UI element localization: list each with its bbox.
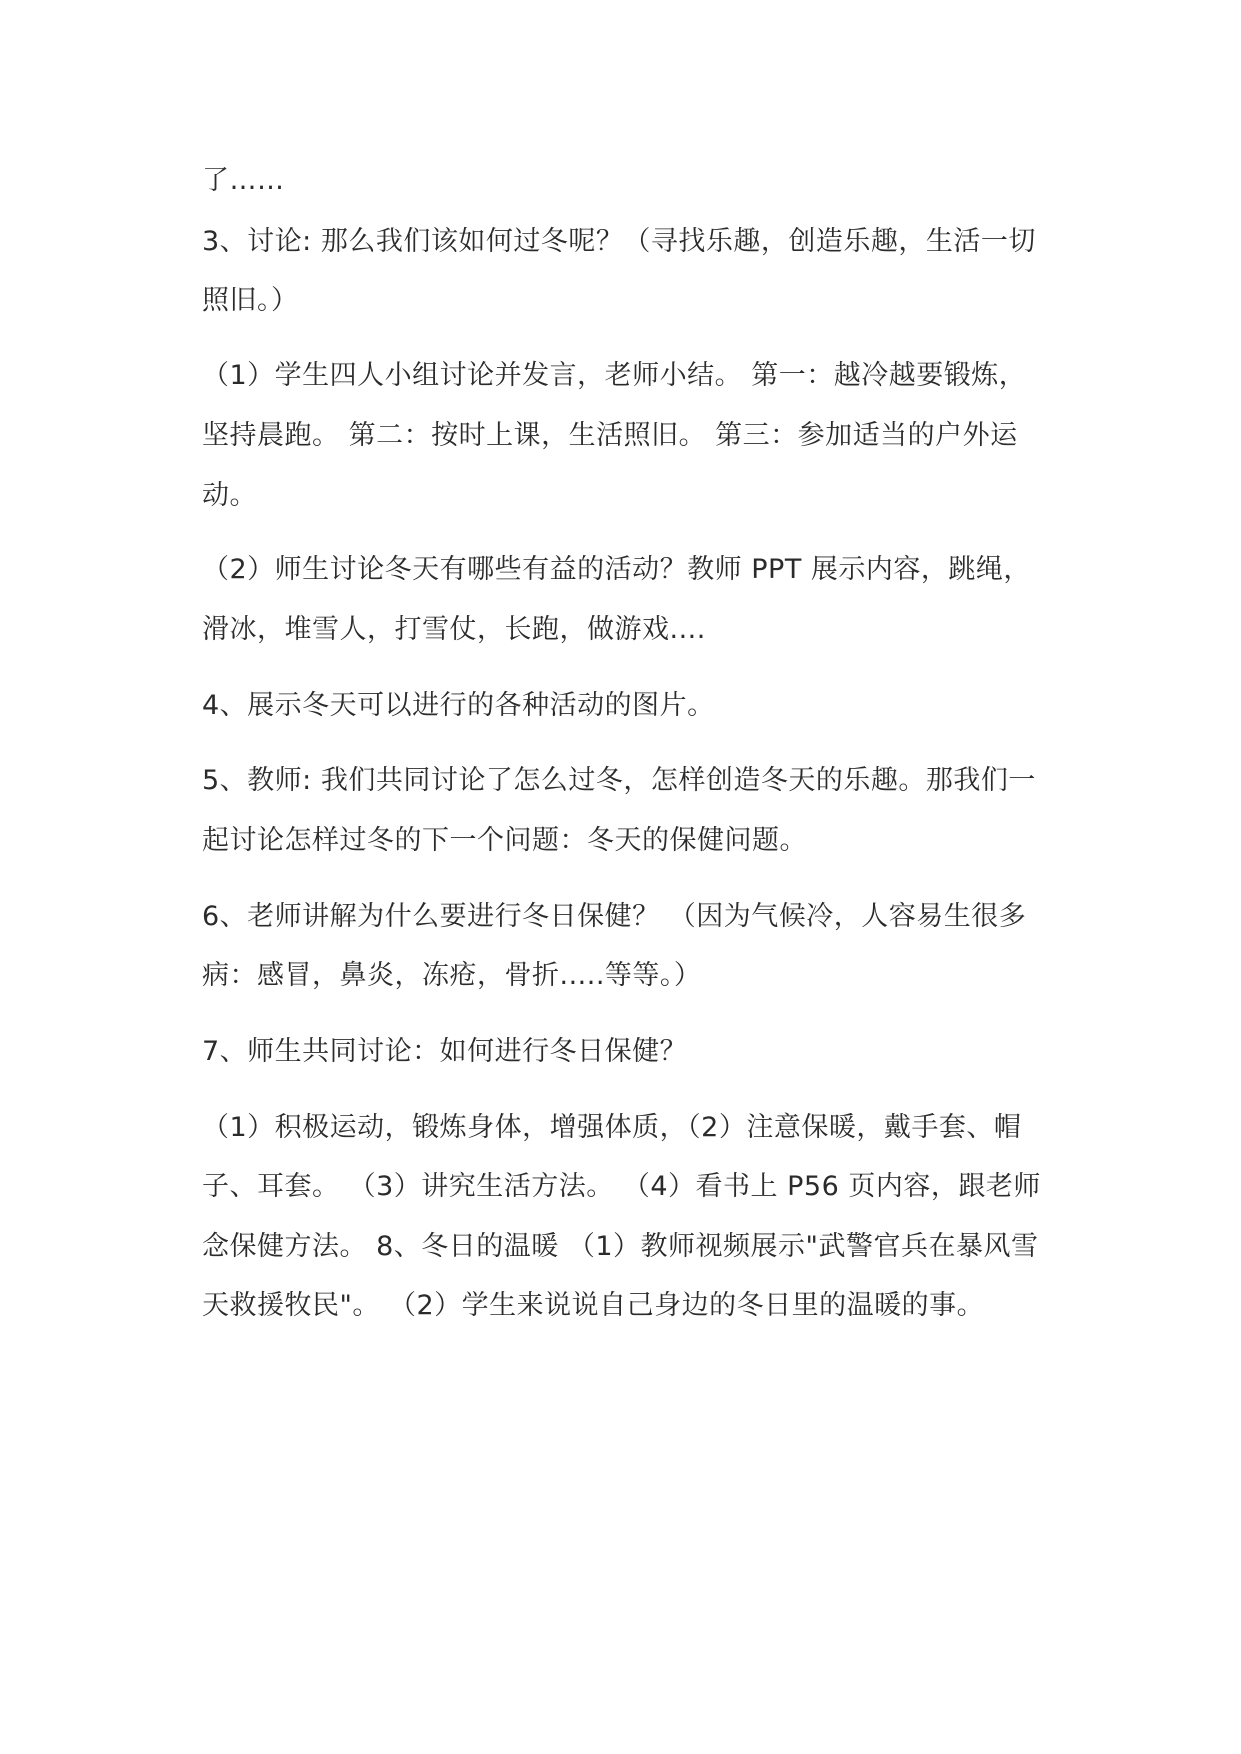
text-line: （2）师生讨论冬天有哪些有益的活动？教师 PPT 展示内容，跳绳，	[202, 554, 1031, 585]
text-line: 了……	[202, 165, 285, 196]
text-line: 病：感冒，鼻炎，冻疮，骨折.....等等。）	[202, 960, 702, 991]
text-line: 动。	[202, 480, 257, 511]
text-line: 照旧。）	[202, 285, 299, 316]
text-line: 坚持晨跑。 第二：按时上课，生活照旧。 第三：参加适当的户外运	[202, 420, 1018, 451]
text-line: 4、展示冬天可以进行的各种活动的图片。	[202, 690, 715, 721]
text-line: 5、教师: 我们共同讨论了怎么过冬，怎样创造冬天的乐趣。那我们一	[202, 765, 1036, 796]
text-line: （1）积极运动，锻炼身体，增强体质，（2）注意保暖，戴手套、帽	[202, 1112, 1022, 1143]
text-line: （1）学生四人小组讨论并发言，老师小结。 第一：越冷越要锻炼，	[202, 360, 1027, 391]
text-line: 起讨论怎样过冬的下一个问题：冬天的保健问题。	[202, 825, 807, 856]
text-line: 子、耳套。 （3）讲究生活方法。 （4）看书上 P56 页内容，跟老师	[202, 1171, 1041, 1202]
text-line: 3、讨论: 那么我们该如何过冬呢？（寻找乐趣，创造乐趣，生活一切	[202, 226, 1036, 257]
text-line: 念保健方法。 8、冬日的温暖 （1）教师视频展示"武警官兵在暴风雪	[202, 1231, 1039, 1262]
text-line: 6、老师讲解为什么要进行冬日保健？ （因为气候冷，人容易生很多	[202, 901, 1027, 932]
text-line: 7、师生共同讨论：如何进行冬日保健？	[202, 1036, 688, 1067]
text-line: 天救援牧民"。 （2）学生来说说自己身边的冬日里的温暖的事。	[202, 1290, 985, 1321]
text-line: 滑冰，堆雪人，打雪仗，长跑，做游戏....	[202, 614, 706, 645]
